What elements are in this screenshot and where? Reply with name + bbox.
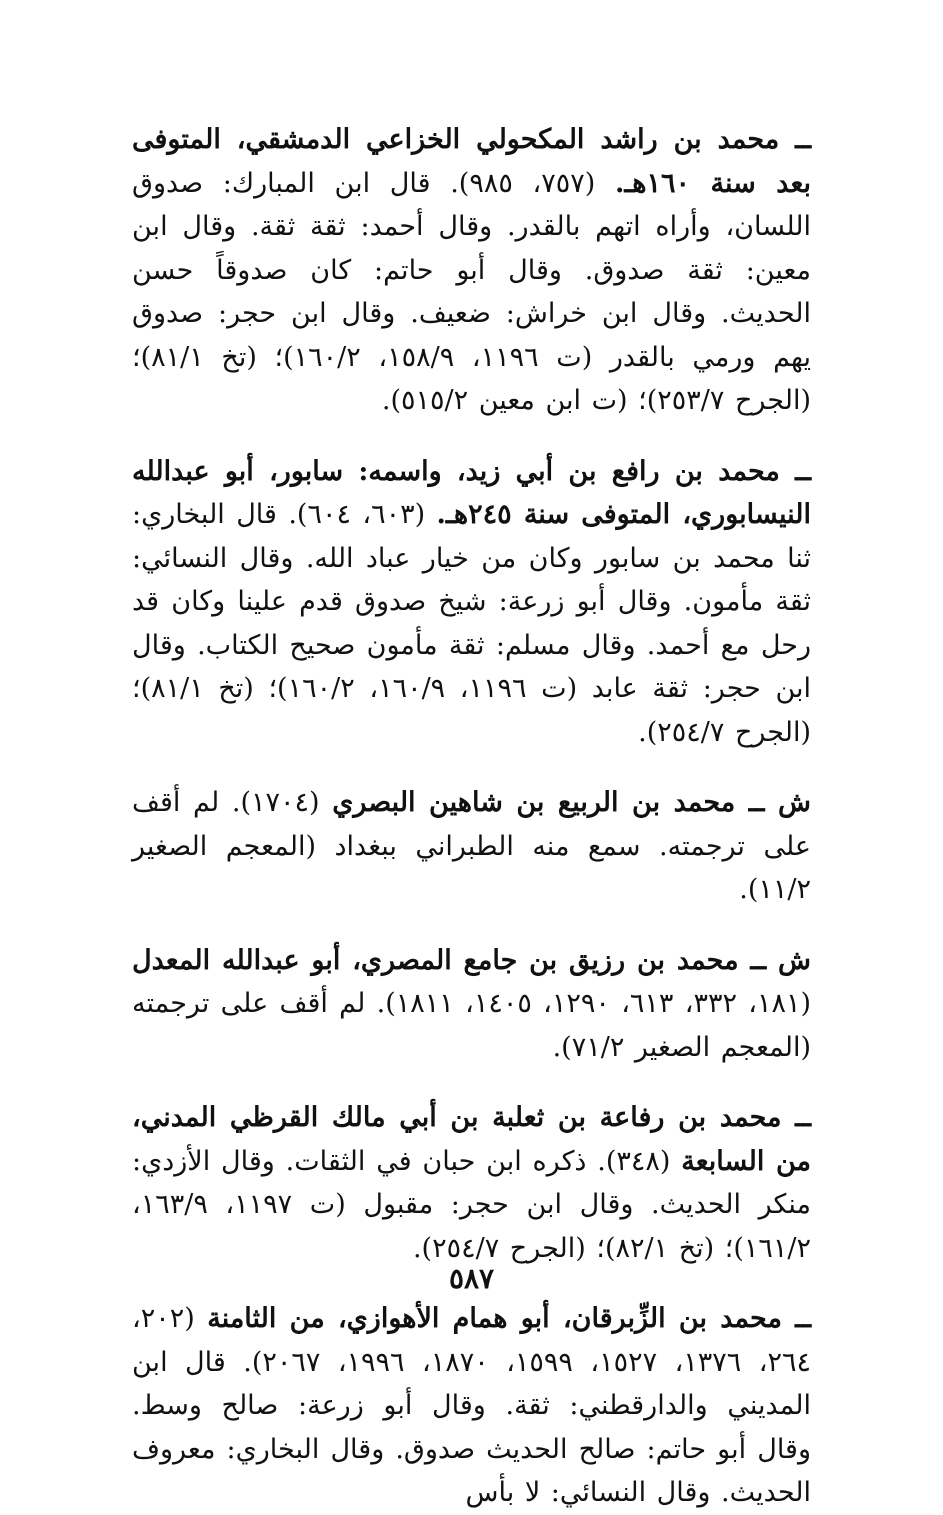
- entry-muhammad-ibn-raziq: [132, 939, 811, 1070]
- entry-muhammad-ibn-rafi: [132, 450, 811, 755]
- entry-heading: ش ــ محمد بن الربيع بن شاهين البصري: [332, 787, 811, 818]
- entry-body: (٣٤٨). ذكره ابن حبان في الثقات. وقال الأزدي: منكر الحديث. وقال ابن حجر: مقبول (ت ١١٩٧، ١٦٣/٩، ١٦١/٢)؛ (تخ ٨٢/١)؛ (الجرح ٢٥٤/٧).: [132, 1145, 811, 1264]
- entry-body: (٢٠٢، ٢٦٤، ١٣٧٦، ١٥٢٧، ١٥٩٩، ١٨٧٠، ١٩٩٦، ٢٠٦٧). قال ابن المديني والدارقطني: ثقة. وقال أبو زرعة: صالح وسط. وقال أبو حاتم: صالح الحديث صدوق. وقال البخاري: معروف الحديث. وقال النسائي: لا بأس: [132, 1303, 811, 1508]
- entry-heading: ــ محمد بن الزِّبرقان، أبو همام الأهوازي، من الثامنة: [207, 1303, 811, 1334]
- entry-body: (٧٥٧، ٩٨٥). قال ابن المبارك: صدوق اللسان، وأراه اتهم بالقدر. وقال أحمد: ثقة ثقة. وقال ابن معين: ثقة صدوق. وقال أبو حاتم: كان صدوقاً حسن الحديث. وقال ابن خراش: ضعيف. وقال ابن حجر: صدوق يهم ورمي بالقدر (ت ١١٩٦، ١٥٨/٩، ١٦٠/٢)؛ (تخ ٨١/١)؛ (الجرح ٢٥٣/٧)؛ (ت ابن معين ٥١٥/٢).: [132, 167, 812, 416]
- page-number: ٥٨٧: [448, 1262, 495, 1295]
- entry-muhammad-ibn-rashid: [132, 118, 811, 423]
- entry-heading: ش ــ محمد بن رزيق بن جامع المصري، أبو عبدالله المعدل: [132, 944, 811, 976]
- entry-muhammad-ibn-al-zibriqan: [132, 1297, 811, 1515]
- entry-heading: ــ محمد بن راشد المكحولي الخزاعي الدمشقي، المتوفى بعد سنة ١٦٠هـ.: [132, 124, 811, 199]
- entry-body: (١٧٠٤). لم أقف على ترجمته. سمع منه الطبراني ببغداد (المعجم الصغير ١١/٢).: [132, 787, 811, 905]
- entry-heading: ــ محمد بن رافع بن أبي زيد، واسمه: سابور، أبو عبدالله النيسابوري، المتوفى سنة ٢٤٥هـ.: [132, 455, 812, 530]
- entry-body: (٦٠٣، ٦٠٤). قال البخاري: ثنا محمد بن سابور وكان من خيار عباد الله. وقال النسائي: ثقة مأمون. وقال أبو زرعة: شيخ صدوق قدم علينا وكان قد رحل مع أحمد. وقال مسلم: ثقة مأمون صحيح الكتاب. وقال ابن حجر: ثقة عابد (ت ١١٩٦، ١٦٠/٩، ١٦٠/٢)؛ (تخ ٨١/١)؛ (الجرح ٢٥٤/٧).: [132, 499, 812, 748]
- entry-body: (١٨١، ٣٣٢، ٦١٣، ١٢٩٠، ١٤٠٥، ١٨١١). لم أقف على ترجمته (المعجم الصغير ٧١/٢).: [132, 988, 812, 1063]
- entry-heading: ــ محمد بن رفاعة بن ثعلبة بن أبي مالك القرظي المدني، من السابعة: [132, 1102, 811, 1177]
- entry-muhammad-ibn-rifaa: [132, 1096, 811, 1270]
- entry-muhammad-ibn-al-rabi: [132, 781, 811, 912]
